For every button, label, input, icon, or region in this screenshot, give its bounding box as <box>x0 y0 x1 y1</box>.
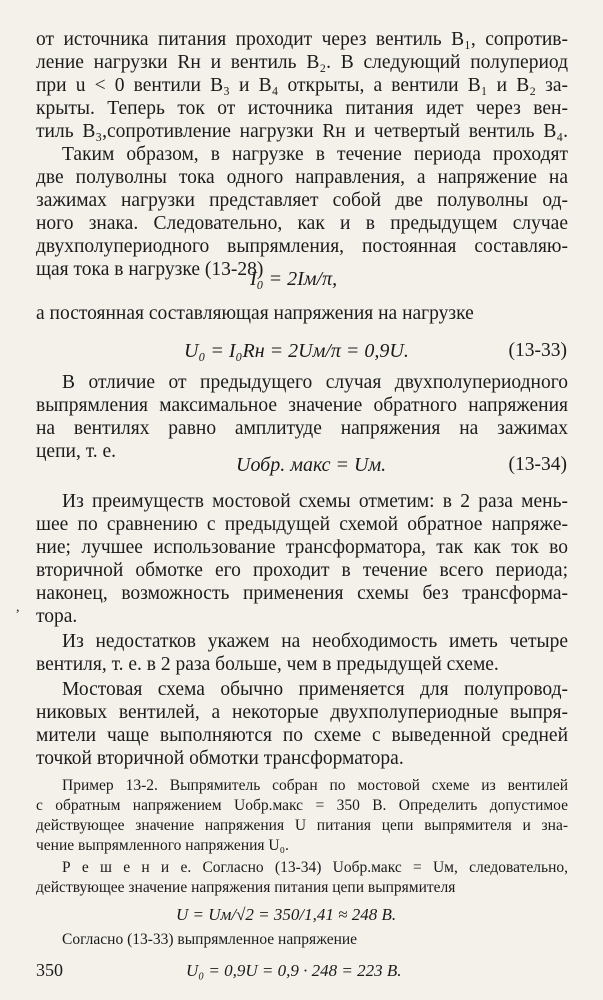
text-line: наконец, возможность применения схемы без трансформа- <box>36 583 568 604</box>
example-line: с обратным напряжением Uобр.макс = 350 В. Определить допустимое <box>36 797 568 814</box>
text-line: крыты. Теперь ток от источника питания идет через вен- <box>36 98 568 119</box>
margin-mark: , <box>16 600 20 615</box>
text-line: щая тока в нагрузке (13-28) <box>36 259 264 280</box>
page-number: 350 <box>36 960 63 980</box>
text-line: вентиля, т. е. в 2 раза больше, чем в предыдущей схеме. <box>36 654 499 675</box>
example-line: Пример 13-2. Выпрямитель собран по мостовой схеме из вентилей <box>62 777 568 794</box>
equation-rectified-voltage: U₀ = 0,9U = 0,9 · 248 = 223 В. <box>186 961 402 980</box>
text-line: Таким образом, в нагрузке в течение периода проходят <box>62 144 568 165</box>
text-line: Из преимуществ мостовой схемы отметим: в 2 раза мень- <box>62 491 568 512</box>
equation-voltage: U₀ = I₀Rн = 2Uм/π = 0,9U. <box>184 340 409 362</box>
text-line: при u < 0 вентили В₃ и В₄ открыты, а вентили В₁ и В₂ за- <box>36 75 568 96</box>
text-line: двухполупериодного выпрямления, постоянная составляю- <box>36 236 568 257</box>
equation-supply-voltage: U = Uм/√2 = 350/1,41 ≈ 248 В. <box>176 905 397 924</box>
text-line: выпрямления максимальное значение обратного напряжения <box>36 395 568 416</box>
equation-number: (13-34) <box>508 454 567 475</box>
text-line: мители чаще выполняются по схеме с выведенной средней <box>36 725 568 746</box>
text-line: ного знака. Следовательно, как и в предыдущем случае <box>36 213 568 234</box>
text-line: ление нагрузки Rн и вентиль В₂. В следующий полупериод <box>36 52 568 73</box>
equation-current: I₀ = 2Iм/π, <box>250 268 338 290</box>
text-line: точкой вторичной обмотки трансформатора. <box>36 748 404 769</box>
text-line: Из недостатков укажем на необходимость иметь четыре <box>62 631 568 652</box>
example-line: чение выпрямленного напряжения U₀. <box>36 837 289 854</box>
equation-reverse-voltage: Uобр. макс = Uм. <box>236 454 387 476</box>
example-line: действующее значение напряжения U питания цепи выпрямителя и зна- <box>36 817 568 834</box>
text-line: вторичной обмотке его проходит в течение всего периода; <box>36 560 568 581</box>
text-line: ние; лучшее использование трансформатора, так как ток во <box>36 537 568 558</box>
text-line: две полуволны тока одного направления, а напряжение на <box>36 167 568 188</box>
solution-line: действующее значение напряжения питания цепи выпрямителя <box>36 879 456 896</box>
text-line: тора. <box>36 606 78 627</box>
text-line: от источника питания проходит через вентиль В₁, сопротив- <box>36 29 568 50</box>
text-line: Согласно (13-33) выпрямленное напряжение <box>62 931 358 948</box>
text-line: В отличие от предыдущего случая двухполупериодного <box>62 372 568 393</box>
text-line: никовых вентилей, а некоторые двухполупериодные выпря- <box>36 702 568 723</box>
text-line: на вентилях равно амплитуде напряжения на зажимах <box>36 418 568 439</box>
text-line: зажимах нагрузки представляет собой две полуволны од- <box>36 190 568 211</box>
solution-line: Р е ш е н и е. Согласно (13-34) Uобр.макс = Uм, следовательно, <box>62 859 568 876</box>
text-line: тиль В₃,сопротивление нагрузки Rн и четвертый вентиль В₄. <box>36 121 568 142</box>
equation-number: (13-33) <box>508 340 567 361</box>
text-line: шее по сравнению с предыдущей схемой обратное напряже- <box>36 514 568 535</box>
text-line: цепи, т. е. <box>36 441 117 462</box>
text-line: Мостовая схема обычно применяется для полупровод- <box>62 679 568 700</box>
text-line: а постоянная составляющая напряжения на нагрузке <box>36 303 474 324</box>
